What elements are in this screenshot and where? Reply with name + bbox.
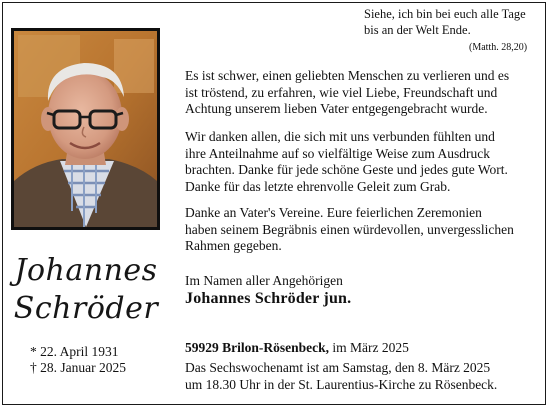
place-date-line [185, 340, 409, 357]
paragraph-line: ihre Anteilnahme auf so vielfältige Weise zum Ausdruck [185, 145, 490, 161]
place-town: 59929 Brilon-Rösenbeck, [185, 340, 330, 355]
paragraph-line: Danke für das letzte ehrenvolle Geleit zum Grab. [185, 178, 451, 194]
paragraph-line: ist tröstend, zu erfahren, wie viel Liebe, Freundschaft und [185, 84, 498, 100]
thanks-paragraph-1 [185, 68, 509, 118]
quote-line: Siehe, ich bin bei euch alle Tage [364, 7, 526, 21]
birth-date: * 22. April 1931 [30, 344, 119, 359]
paragraph-line: Danke an Vater's Vereine. Eure feierlichen Zeremonien [185, 205, 482, 220]
thanks-paragraph-3 [185, 205, 514, 255]
portrait-image [14, 31, 157, 227]
bible-quote [364, 6, 526, 38]
portrait-photo [11, 28, 160, 230]
death-date: † 28. Januar 2025 [30, 360, 126, 375]
on-behalf-line: Im Namen aller Angehörigen [185, 273, 343, 288]
place-date: im März 2025 [329, 340, 409, 355]
life-dates [30, 344, 126, 376]
paragraph-line: brachten. Danke für jede schöne Geste und jedes gute Wort. [185, 162, 508, 177]
paragraph-line: Achtung unserem lieben Vater entgegengebracht wurde. [185, 101, 488, 116]
paragraph-line: Es ist schwer, einen geliebten Menschen zu verlieren und es [185, 68, 510, 83]
signer-name: Johannes Schröder jun. [185, 290, 352, 307]
deceased-first-name: Johannes [14, 253, 158, 288]
paragraph-line: Wir danken allen, die sich mit uns verbunden fühlten und [185, 129, 495, 144]
quote-reference: (Matth. 28,20) [469, 42, 528, 53]
deceased-last-name: Schröder [13, 291, 159, 326]
thanks-paragraph-2 [185, 129, 508, 195]
service-line: Das Sechswochenamt ist am Samstag, den 8. März 2025 [185, 360, 491, 375]
paragraph-line: haben seinem Begräbnis einen würdevollen, unvergesslichen [185, 221, 514, 237]
quote-line: bis an der Welt Ende. [364, 23, 471, 37]
service-line: um 18.30 Uhr in der St. Laurentius-Kirche zu Rösenbeck. [185, 376, 498, 392]
memorial-service-info [185, 360, 497, 393]
paragraph-line: Rahmen gegeben. [185, 238, 282, 253]
